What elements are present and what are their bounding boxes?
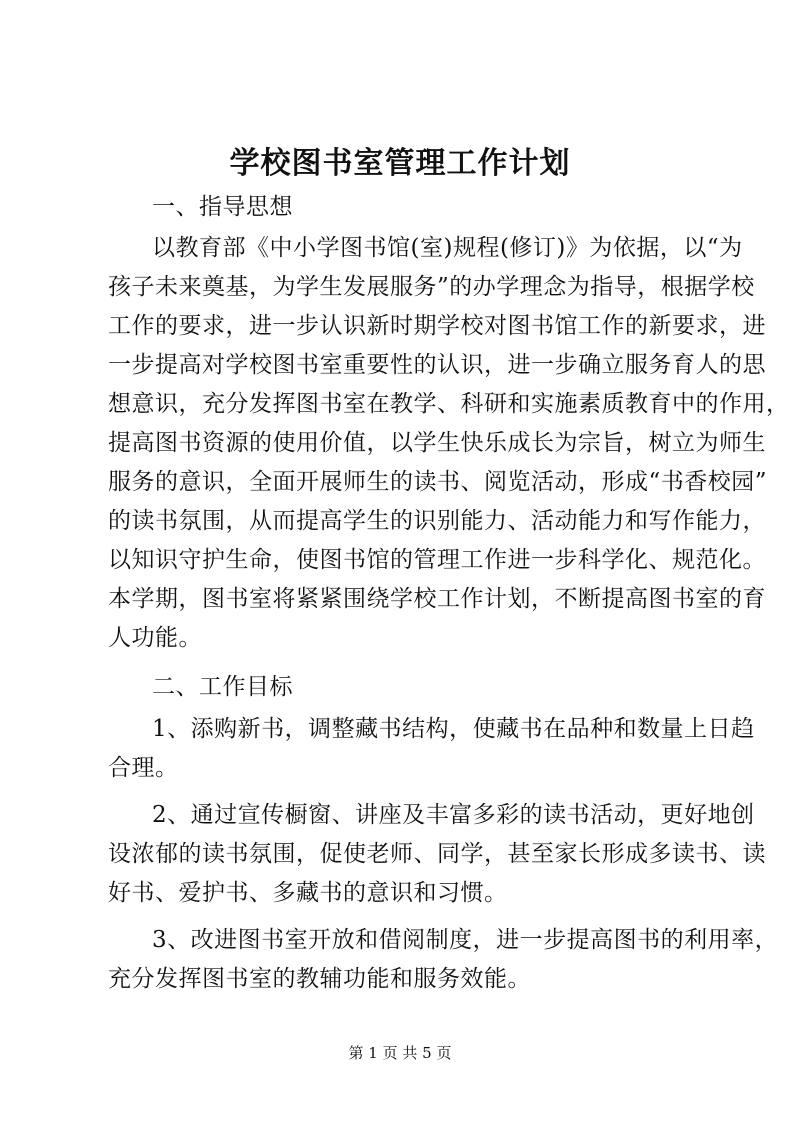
paragraph-line: 孩子未来奠基，为学生发展服务”的办学理念为指导，根据学校 xyxy=(108,274,755,300)
goal-line: 合理。 xyxy=(108,755,179,781)
page-indicator: 第 1 页 共 5 页 xyxy=(348,1044,452,1062)
section-heading-guiding-thought: 一、指导思想 xyxy=(152,194,293,220)
paragraph-line: 想意识，充分发挥图书室在教学、科研和实施素质教育中的作用， xyxy=(108,391,790,417)
goal-line: 1、添购新书，调整藏书结构，使藏书在品种和数量上日趋 xyxy=(152,716,755,742)
paragraph-line: 服务的意识，全面开展师生的读书、阅览活动，形成“书香校园” xyxy=(108,469,768,495)
paragraph-line: 提高图书资源的使用价值，以学生快乐成长为宗旨，树立为师生 xyxy=(108,430,766,456)
paragraph-line: 以教育部《中小学图书馆(室)规程(修订)》为依据，以“为 xyxy=(152,235,743,261)
paragraph-line: 人功能。 xyxy=(108,625,202,651)
paragraph-line: 本学期，图书室将紧紧围绕学校工作计划，不断提高图书室的育 xyxy=(108,586,766,612)
goal-line: 3、改进图书室开放和借阅制度，进一步提高图书的利用率， xyxy=(152,927,779,953)
goal-line: 好书、爱护书、多藏书的意识和习惯。 xyxy=(108,880,508,906)
paragraph-line: 以知识守护生命，使图书馆的管理工作进一步科学化、规范化。 xyxy=(108,547,766,573)
document-title: 学校图书室管理工作计划 xyxy=(229,146,571,181)
goal-line: 设浓郁的读书氛围，促使老师、同学，甚至家长形成多读书、读 xyxy=(108,841,766,867)
paragraph-line: 一步提高对学校图书室重要性的认识，进一步确立服务育人的思 xyxy=(108,352,766,378)
paragraph-line: 的读书氛围，从而提高学生的识别能力、活动能力和写作能力， xyxy=(108,508,766,534)
paragraph-line: 工作的要求，进一步认识新时期学校对图书馆工作的新要求，进 xyxy=(108,313,766,339)
goal-line: 2、通过宣传橱窗、讲座及丰富多彩的读书活动，更好地创 xyxy=(152,802,755,828)
section-heading-work-goals: 二、工作目标 xyxy=(152,674,293,700)
goal-line: 充分发挥图书室的教辅功能和服务效能。 xyxy=(108,966,531,992)
